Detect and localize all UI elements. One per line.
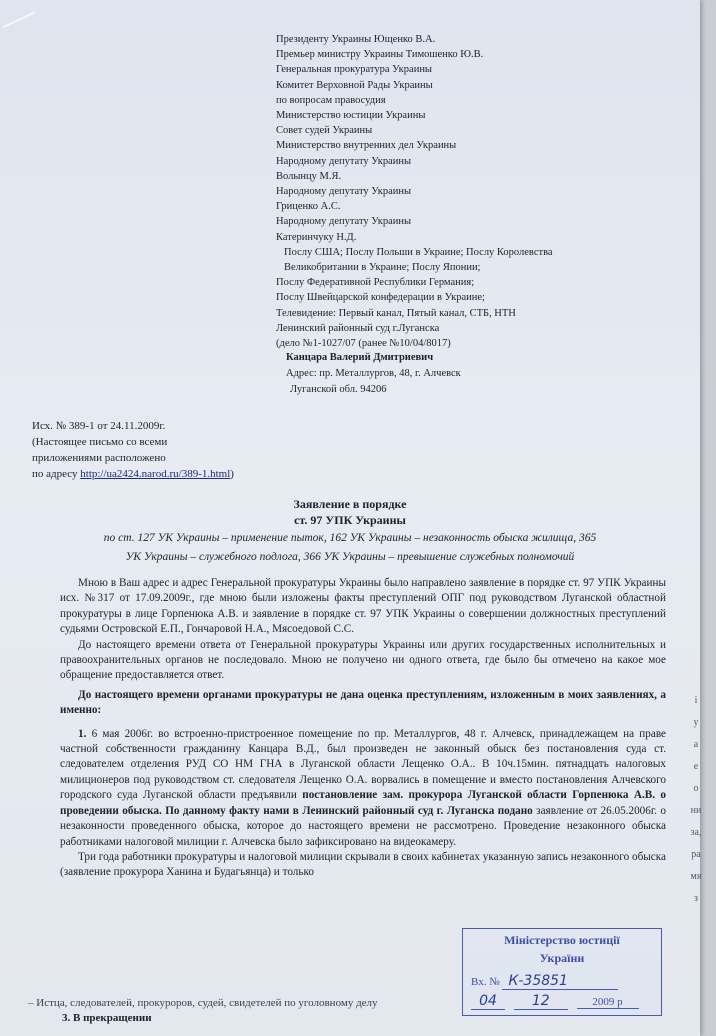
body-paragraph: До настоящего времени ответа от Генеральной прокуратуры Украины или других государственных исполнительных и правоохранительных органов не последовало. Мною не получено ни одного ответа, где было бы отмечено на какое мое обращение предоставляется ответ. (60, 638, 666, 682)
margin-letter: ни (690, 805, 702, 816)
margin-letter: у (693, 717, 699, 728)
addressee-line: Великобритании в Украине; Послу Японии; (284, 262, 481, 274)
addressee-line: Волынцу М.Я. (276, 170, 342, 182)
stamp-date-day: 04 (471, 993, 505, 1010)
addressee-line: Совет судей Украины (276, 125, 373, 137)
bottom-line: – Истца, следователей, прокуроров, судей, свидетелей по уголовному делу (28, 997, 378, 1009)
paper-fold-mark (3, 12, 43, 46)
outgoing-note-suffix: ) (230, 468, 234, 480)
addressee-line: Народному депутату Украины (276, 186, 412, 198)
body-paragraph-item-1 (60, 727, 666, 850)
outgoing-number: Исх. № 389-1 от 24.11.2009г. (32, 420, 166, 432)
margin-letter: е (693, 761, 699, 772)
body-paragraph: Мною в Ваш адрес и адрес Генеральной прокуратуры Украины было направлено заявление в порядке ст. 97 УПК Украины исх. №317 от 17.09.2009г., где мною были изложены факты преступлений ОПГ под руководством Луганской областной прокуратуры в лице Горпенюка А.В. и заявление в порядке ст. 97 УПК Украины о совершении должностных преступлений судьями Островской Е.П., Гончаровой Н.А., Мясоедовой С.С. (60, 577, 666, 636)
addressee-line: Премьер министру Украины Тимошенко Ю.В. (276, 49, 484, 61)
sender-block (286, 350, 461, 398)
body-paragraph: Три года работники прокуратуры и налоговой милиции скрывали в своих кабинетах указанную запись незаконного обыска (заявление прокурора Ханина и Будагьянца) и только (60, 850, 666, 879)
title-line1: Заявление в порядке (293, 497, 407, 511)
stamp-in-label: Вх. № (471, 976, 500, 988)
bottom-line-text: В прекращении (73, 1012, 152, 1024)
addressee-line: Министерство внутренних дел Украины (276, 140, 457, 152)
sender-address-line1: Адрес: пр. Металлургов, 48, г. Алчевск (286, 368, 461, 379)
item-text-bold: постановление зам. прокурора Луганской области Горпенюка А.В. о проведении обыска. По данному факту нами в Ленинский районный суд г. Луганска подано (60, 789, 666, 817)
body-paragraph-heading: До настоящего времени органами прокуратуры не дана оценка преступлениям, изложенным в моих заявлениях, а именно: (60, 688, 666, 717)
addressee-line: Комитет Верховной Рады Украины (276, 79, 433, 91)
addressee-block (276, 32, 656, 351)
addressee-line: Президенту Украины Ющенко В.А. (276, 34, 436, 45)
outgoing-note-prefix: по адресу (32, 468, 81, 480)
outgoing-note (32, 466, 234, 482)
outgoing-note: приложениями расположено (32, 452, 166, 464)
item-number: 1. (78, 727, 92, 740)
addressee-line: по вопросам правосудия (276, 94, 386, 106)
margin-letter: з (694, 893, 698, 904)
sender-address-line2: Луганской обл. 94206 (290, 384, 387, 395)
letter-url-link[interactable]: http://ua2424.narod.ru/389-1.html (80, 468, 231, 480)
stamp-incoming-row (471, 973, 618, 990)
margin-letter: ра (691, 849, 701, 860)
registration-stamp (462, 928, 662, 1016)
margin-letter: о (693, 783, 699, 794)
stamp-in-number: К-35851 (502, 973, 618, 990)
addressee-line: Народному депутату Украины (276, 155, 412, 167)
title-subtitle1: по ст. 127 УК Украины – применение пыток, 162 УК Украины – незаконность обыска жилища, 365 (103, 532, 597, 544)
adjacent-page-edge (682, 690, 710, 950)
sender-name: Канцара Валерий Дмитриевич (286, 352, 434, 363)
stamp-date-year: 2009 р (577, 996, 639, 1009)
statement-title (30, 496, 670, 566)
margin-letter: за, (690, 827, 702, 838)
addressee-line: Министерство юстиции Украины (276, 110, 426, 122)
stamp-date-row (471, 993, 639, 1010)
addressee-line: Гриценко А.С. (276, 201, 341, 213)
outgoing-reference (32, 418, 234, 482)
stamp-title: Міністерство юстиції (504, 933, 620, 947)
title-subtitle2: УК Украины – служебного подлога, 366 УК Украины – превышение служебных полномочий (125, 551, 575, 563)
statement-body (60, 576, 666, 881)
addressee-line: Послу Швейцарской конфедерации в Украине; (276, 292, 485, 304)
addressee-line: Ленинский районный суд г.Луганска (276, 322, 440, 334)
margin-letter: мя (690, 871, 702, 882)
addressee-line: Генеральная прокуратура Украины (276, 64, 432, 76)
item-text: заявление от 26.05.2006г. о незаконности проведенного обыска, которое до настоящего времени не рассмотрено. Проведение незаконного обыска работниками налоговой милиции г. Алчевска было зафиксировано на видеокамеру. (60, 804, 666, 848)
item-number: 3. (62, 1012, 73, 1024)
margin-letter: і (694, 695, 698, 706)
addressee-line: Катеринчуку Н.Д. (276, 231, 357, 243)
item-text: 6 мая 2006г. во встроенно-пристроенное помещение по пр. Металлургов, 48 г. Алчевск, принадлежащем на праве частной собственности гражданину Канцара В.Д., был произведен не законный обыск без постановления суда ст. следователем отделения РУД СО НМ ГНА в Луганской области Лещенко О.А.. В 10ч.15мин. пятнадцать налоговых милиционеров под руководством ст. следователя Лещенко О.А. ворвались в помещение и вместо постановления Алчевского городского суда Луганской области предъявили (60, 727, 666, 802)
margin-letter: а (693, 739, 699, 750)
outgoing-note: (Настоящее письмо со всеми (32, 436, 168, 448)
addressee-line: (дело №1-1027/07 (ранее №10/04/8017) (276, 338, 451, 350)
title-line2: ст. 97 УПК Украины (294, 513, 406, 527)
addressee-line: Телевидение: Первый канал, Пятый канал, СТБ, НТН (276, 307, 516, 319)
stamp-title: України (539, 951, 585, 965)
stamp-date-month: 12 (514, 993, 568, 1010)
addressee-line: Народному депутату Украины (276, 216, 412, 228)
addressee-line: Послу Федеративной Республики Германия; (276, 277, 475, 289)
addressee-line: Послу США; Послу Польши в Украине; Послу Королевства (284, 246, 553, 258)
